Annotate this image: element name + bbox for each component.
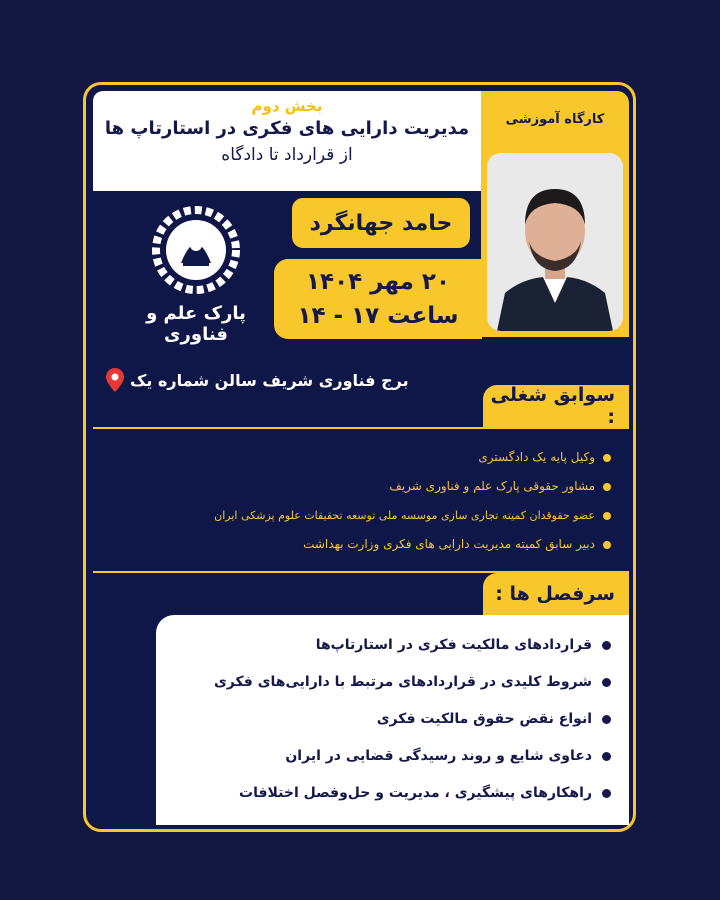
location-text: برج فناوری شریف سالن شماره یک <box>130 370 409 390</box>
speaker-photo <box>481 147 629 337</box>
topics-section <box>156 615 629 825</box>
part-label: بخش دوم <box>251 97 323 115</box>
career-section <box>93 427 629 573</box>
career-heading: سوابق شغلی : <box>483 385 629 427</box>
bullet-icon <box>602 678 611 687</box>
topics-heading: سرفصل ها : <box>483 573 629 615</box>
speaker-name: حامد جهانگرد <box>289 195 473 251</box>
list-item: عضو حقوقدان کمیته تجاری سازی موسسه ملی توسعه تحقیقات علوم پزشکی ایران <box>93 501 611 530</box>
gear-logo-icon <box>151 205 241 295</box>
poster-card <box>83 82 636 832</box>
organizer-name: پارک علم و فناوری <box>146 303 246 345</box>
workshop-subtitle: از قرارداد تا دادگاه <box>221 145 353 165</box>
bullet-icon <box>602 789 611 798</box>
bullet-icon <box>603 454 611 462</box>
workshop-label: کارگاه آموزشی <box>481 91 629 147</box>
speaker-portrait-icon <box>487 153 623 331</box>
list-item: وکیل پایه یک دادگستری <box>93 443 611 472</box>
list-item: راهکارهای پیشگیری ، مدیریت و حل‌وفصل اختلافات <box>156 775 611 812</box>
topics-list <box>156 615 629 812</box>
bullet-icon <box>602 715 611 724</box>
list-item: مشاور حقوقی پارک علم و فناوری شریف <box>93 472 611 501</box>
event-time: ساعت ۱۷ - ۱۴ <box>297 303 459 329</box>
list-item: انواع نقض حقوق مالکیت فکری <box>156 701 611 738</box>
list-item: دعاوی شایع و روند رسیدگی قضایی در ایران <box>156 738 611 775</box>
bullet-icon <box>602 752 611 761</box>
location-row <box>106 365 466 395</box>
workshop-title: مدیریت دارایی های فکری در استارتاپ ها <box>104 118 470 139</box>
bullet-icon <box>603 541 611 549</box>
list-item: قراردادهای مالکیت فکری در استارتاپ‌ها <box>156 627 611 664</box>
location-pin-icon <box>106 368 124 392</box>
list-item: شروط کلیدی در قراردادهای مرتبط با دارایی‌های فکری <box>156 664 611 701</box>
bullet-icon <box>602 641 611 650</box>
title-box <box>93 91 481 191</box>
organizer-logo <box>126 205 266 345</box>
bullet-icon <box>603 512 611 520</box>
list-item: دبیر سابق کمیته مدیریت دارایی های فکری وزارت بهداشت <box>93 530 611 559</box>
career-list <box>93 429 629 559</box>
event-date: ۲۰ مهر ۱۴۰۴ <box>306 269 450 295</box>
date-time-box <box>274 259 482 339</box>
bullet-icon <box>603 483 611 491</box>
